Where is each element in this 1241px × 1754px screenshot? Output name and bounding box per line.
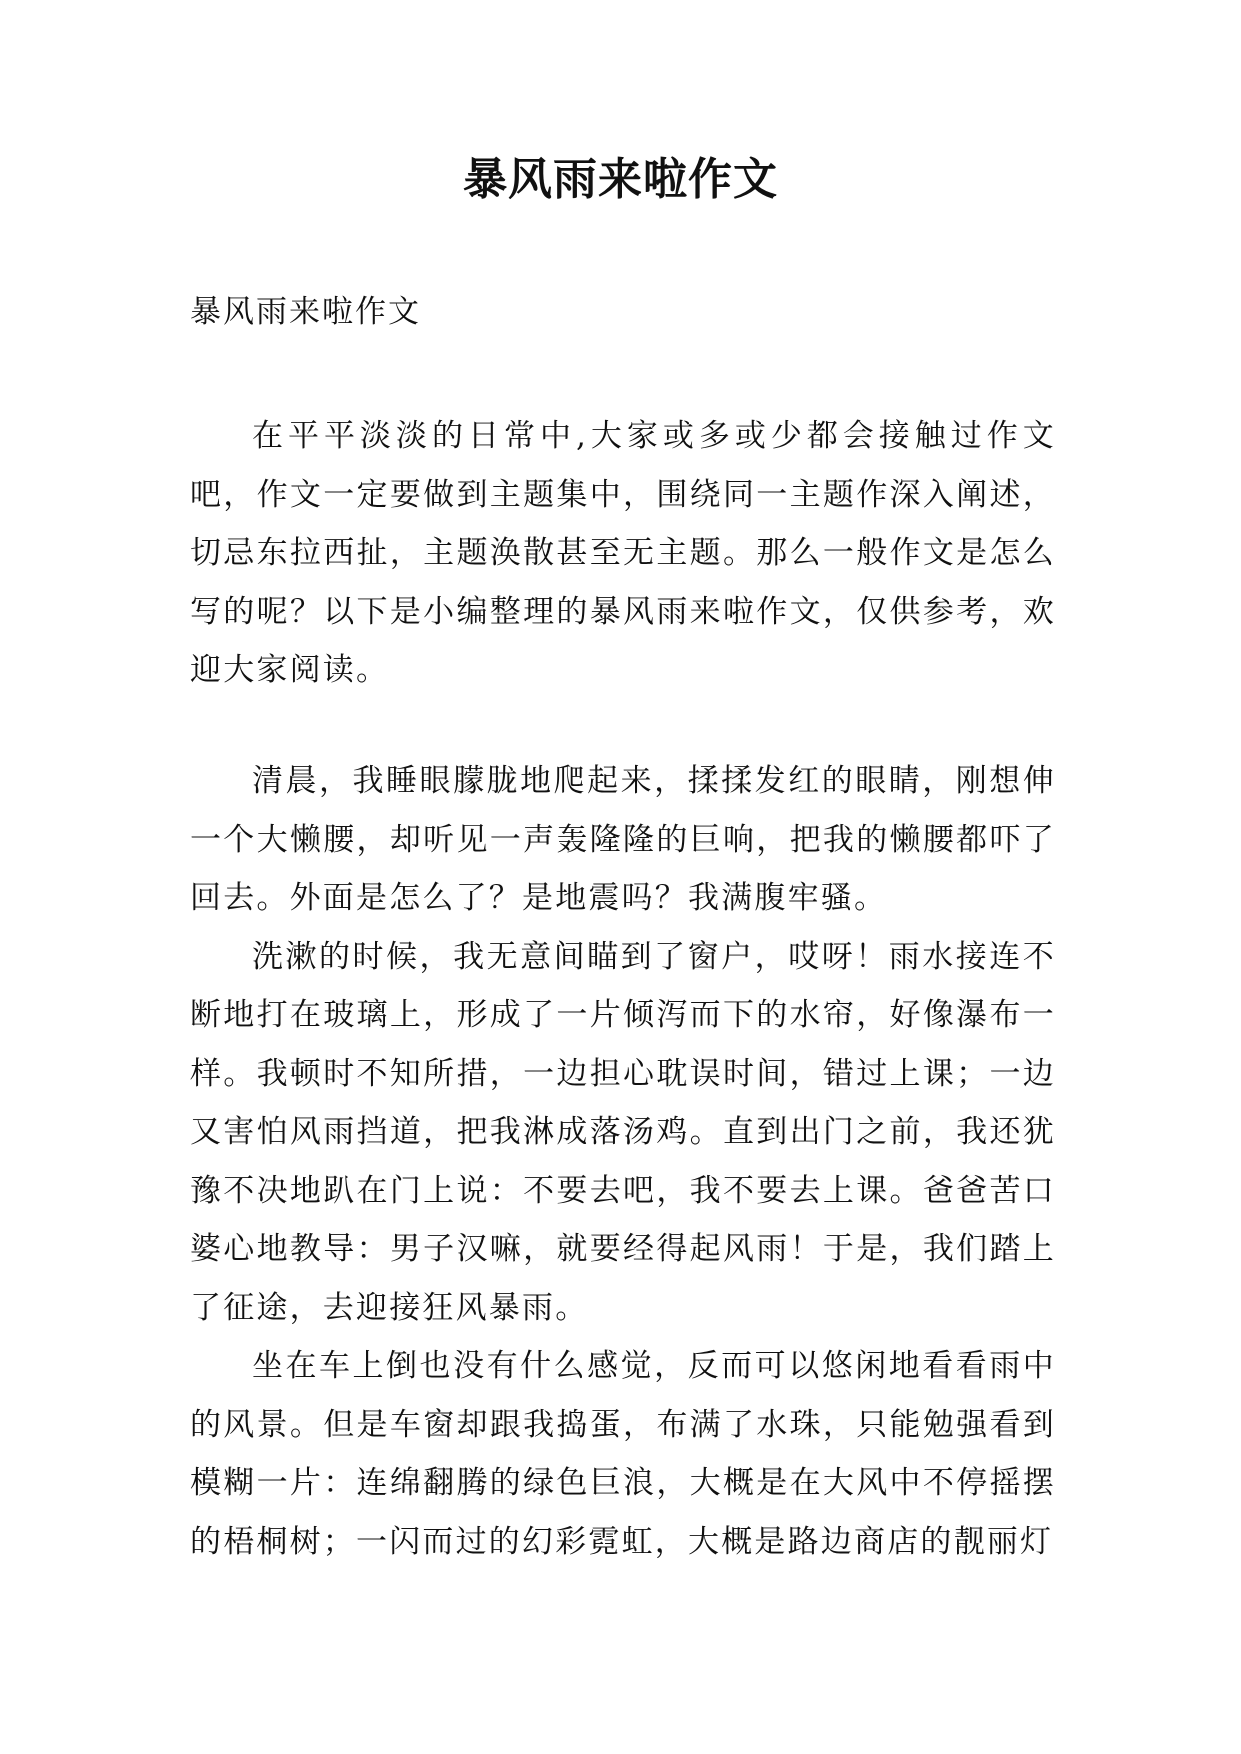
intro-section [190,407,1056,700]
story-section [190,752,1056,1571]
document-subtitle: 暴风雨来啦作文 [190,294,421,330]
story-paragraph-1: 清晨，我睡眼朦胧地爬起来，揉揉发红的眼睛，刚想伸一个大懒腰，却听见一声轰隆隆的巨响，把我的懒腰都吓了回去。外面是怎么了？是地震吗？我满腹牢骚。 [190,763,1056,916]
story-paragraph-2: 洗漱的时候，我无意间瞄到了窗户，哎呀！雨水接连不断地打在玻璃上，形成了一片倾泻而下的水帘，好像瀑布一样。我顿时不知所措，一边担心耽误时间，错过上课；一边又害怕风雨挡道，把我淋成落汤鸡。直到出门之前，我还犹豫不决地趴在门上说：不要去吧，我不要去上课。爸爸苦口婆心地教导：男子汉嘛，就要经得起风雨！于是，我们踏上了征途，去迎接狂风暴雨。 [190,938,1056,1326]
story-paragraph-3: 坐在车上倒也没有什么感觉，反而可以悠闲地看看雨中的风景。但是车窗却跟我捣蛋，布满了水珠，只能勉强看到模糊一片：连绵翻腾的绿色巨浪，大概是在大风中不停摇摆的梧桐树；一闪而过的幻彩霓虹，大概是路边商店的靓丽灯 [190,1348,1056,1560]
document-title: 暴风雨来啦作文 [463,154,778,205]
intro-paragraph: 在平平淡淡的日常中,大家或多或少都会接触过作文吧，作文一定要做到主题集中，围绕同一主题作深入阐述，切忌东拉西扯，主题涣散甚至无主题。那么一般作文是怎么写的呢？以下是小编整理的暴风雨来啦作文，仅供参考，欢迎大家阅读。 [190,418,1056,688]
